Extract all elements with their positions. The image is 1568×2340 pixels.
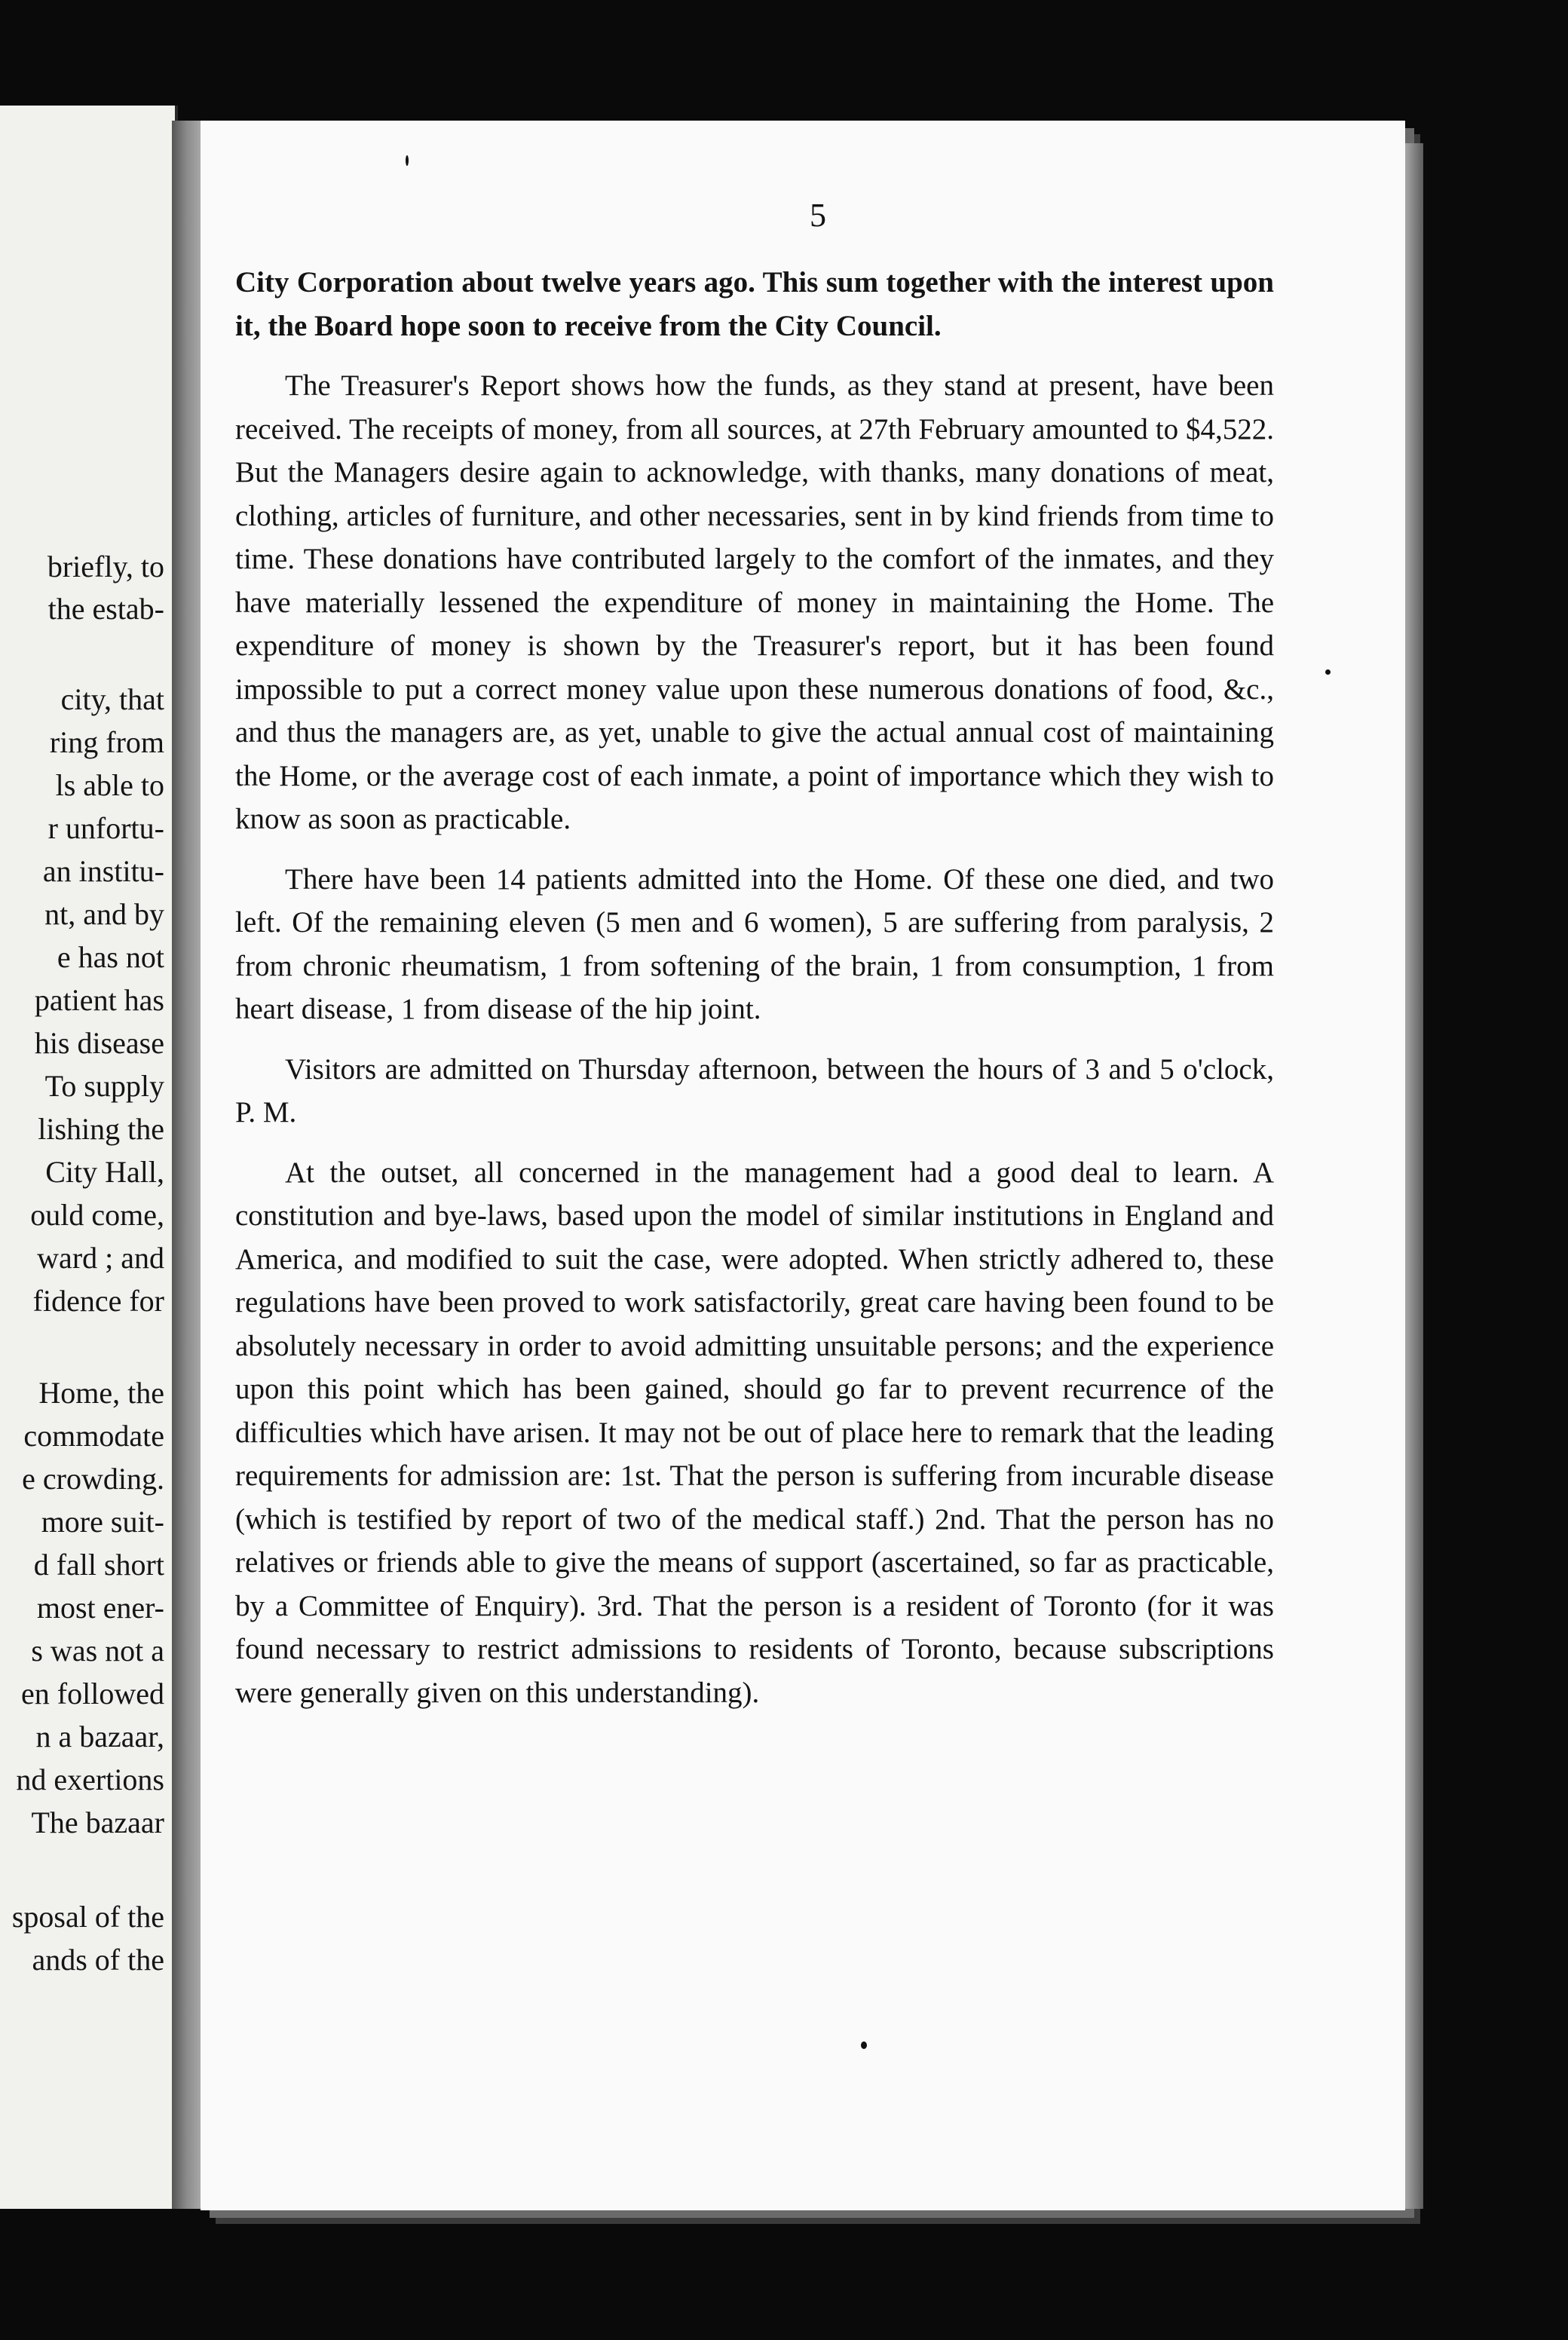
left-page-line: To supply — [44, 1069, 164, 1103]
left-page-line: ls able to — [55, 768, 164, 802]
book-page — [201, 121, 1405, 2210]
left-page-line: nd exertions — [16, 1763, 164, 1796]
left-page-line: most ener- — [36, 1591, 164, 1625]
left-page-line: ands of the — [32, 1943, 164, 1977]
left-page-line: e crowding. — [22, 1462, 164, 1496]
left-page-line: en followed — [21, 1677, 164, 1711]
left-page-line: more suit- — [41, 1505, 164, 1539]
paragraph-management: At the outset, all concerned in the management had a good deal to learn. A constitution and bye-laws, based upon the model of similar institutions in England and America, and modified to suit the case, were adopted. When strictly adhered to, these regulations have been proved to work satisfactorily, great care having been found to be absolutely necessary in order to avoid admitting unsuitable persons; and the experience upon this point which has been gained, should go far to prevent recurrence of the difficulties which have arisen. It may not be out of place here to remark that the leading requirements for admission are: 1st. That the person is suffering from incurable disease (which is testified by report of two of the medical staff.) 2nd. That the person has no relatives or friends able to give the means of support (ascertained, so far as practicable, by a Committee of Enquiry). 3rd. That the person is a resident of Toronto (for it was found necessary to restrict admissions to residents of Toronto, because subscriptions were generally given on this understanding). — [235, 1156, 1274, 1709]
left-page-line: ward ; and — [37, 1241, 164, 1275]
page-body — [235, 261, 1274, 1714]
paragraph-visitors: Visitors are admitted on Thursday afternoon, between the hours of 3 and 5 o'clock, P. M. — [235, 1052, 1274, 1129]
left-facing-page — [0, 106, 178, 2209]
paragraph-patients: There have been 14 patients admitted into the Home. Of these one died, and two left. Of the remaining eleven (5 men and 6 women), 5 are suffering from paralysis, 2 from chronic rheumatism, 1 from softening of the brain, 1 from consumption, 1 from heart disease, 1 from disease of the hip joint. — [235, 862, 1274, 1025]
left-page-line: ring from — [49, 725, 164, 759]
left-page-line: n a bazaar, — [35, 1720, 164, 1753]
left-page-line: d fall short — [33, 1548, 164, 1582]
page-stack-edge — [1405, 143, 1423, 2209]
left-page-line: patient has — [34, 983, 164, 1017]
left-page-line: ould come, — [30, 1198, 164, 1232]
left-page-line: r unfortu- — [47, 811, 164, 845]
left-page-line: The bazaar — [31, 1806, 164, 1839]
left-page-line: fidence for — [32, 1284, 164, 1318]
page-number: 5 — [810, 197, 826, 234]
left-page-line: City Hall, — [45, 1155, 164, 1189]
left-page-line: briefly, to — [47, 550, 164, 583]
paragraph-continuation: City Corporation about twelve years ago. This sum together with the interest upon it, the Board hope soon to receive from the City Council. — [235, 266, 1274, 342]
left-page-line: s was not a — [31, 1634, 164, 1668]
left-page-line: his disease — [34, 1026, 164, 1060]
left-page-line: Home, the — [38, 1376, 164, 1410]
left-page-line: e has not — [57, 940, 164, 974]
left-page-line: lishing the — [38, 1112, 164, 1146]
left-page-line: sposal of the — [11, 1900, 164, 1934]
left-page-line: an institu- — [42, 854, 164, 888]
paragraph-treasurer-report: The Treasurer's Report shows how the funds, as they stand at present, have been received. The receipts of money, from all sources, at 27th February amounted to $4,522. But the Managers desire again to acknowledge, with thanks, many donations of meat, clothing, articles of furniture, and other necessaries, sent in by kind friends from time to time. These donations have contributed largely to the comfort of the inmates, and they have materially lessened the expenditure of money in maintaining the Home. The expenditure of money is shown by the Treasurer's report, but it has been found impossible to put a correct money value upon these numerous donations of food, &c., and thus the managers are, as yet, unable to give the actual annual cost of maintaining the Home, or the average cost of each inmate, a point of importance which they wish to know as soon as practicable. — [235, 369, 1274, 835]
left-page-line: commodate — [23, 1419, 164, 1453]
left-page-line: nt, and by — [44, 897, 164, 931]
left-page-line: the estab- — [47, 592, 164, 626]
left-page-line: city, that — [60, 682, 164, 716]
